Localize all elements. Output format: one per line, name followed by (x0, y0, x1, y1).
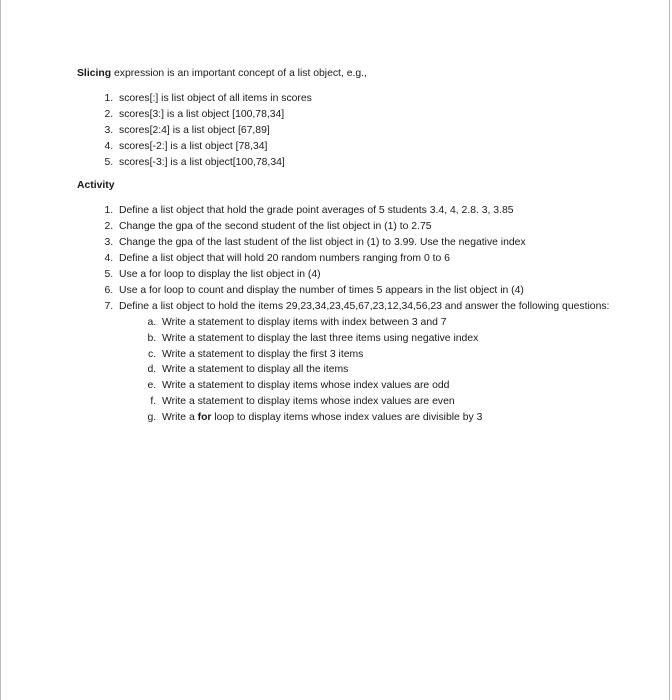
list-item: 6. Use a for loop to count and display the number of times 5 appears in the list object in (4) (116, 283, 637, 299)
intro-bold-term: Slicing (77, 68, 112, 79)
question-item: a. Write a statement to display items with index between 3 and 7 (159, 315, 637, 331)
list-item: 3. Change the gpa of the last student of the list object in (1) to 3.99. Use the negative index (116, 235, 637, 251)
list-item: 3. scores[2:4] is a list object [67,89] (116, 123, 637, 139)
question-text-after: loop to display items whose index values are divisible by 3 (211, 412, 483, 424)
list-item: 5. scores[-3:] is a list object[100,78,34] (116, 155, 637, 171)
list-item: 1. Define a list object that hold the grade point averages of 5 students 3.4, 4, 2.8. 3, 3.85 (116, 203, 637, 219)
question-item: d. Write a statement to display all the items (159, 362, 637, 378)
list-item: 2. scores[3:] is a list object [100,78,34] (116, 107, 637, 123)
activity-list (77, 203, 637, 426)
question-item: b. Write a statement to display the last three items using negative index (159, 331, 637, 347)
question-text-before: Write a (162, 412, 198, 424)
question-item: e. Write a statement to display items whose index values are odd (159, 378, 637, 394)
question-item: c. Write a statement to display the first 3 items (159, 347, 637, 363)
question-item: f. Write a statement to display items whose index values are even (159, 394, 637, 410)
keyword-for: for (197, 412, 212, 424)
intro-text: expression is an important concept of a list object, e.g., (111, 68, 367, 79)
intro-paragraph (77, 66, 637, 82)
list-item: 5. Use a for loop to display the list object in (4) (116, 267, 637, 283)
list-item: 4. scores[-2:] is a list object [78,34] (116, 139, 637, 155)
list-item: 1. scores[:] is list object of all items in scores (116, 91, 637, 107)
document-content (77, 66, 637, 426)
question-item (159, 410, 637, 426)
list-item-with-questions (116, 299, 637, 426)
list-item-text: Define a list object to hold the items 29,23,34,23,45,67,23,12,34,56,23 and answer the following questions: (119, 300, 610, 312)
activity-heading: Activity (77, 180, 115, 192)
list-item: 4. Define a list object that will hold 20 random numbers ranging from 0 to 6 (116, 251, 637, 267)
questions-list (119, 315, 637, 426)
list-item: 2. Change the gpa of the second student of the list object in (1) to 2.75 (116, 219, 637, 235)
slicing-examples-list (77, 91, 637, 171)
